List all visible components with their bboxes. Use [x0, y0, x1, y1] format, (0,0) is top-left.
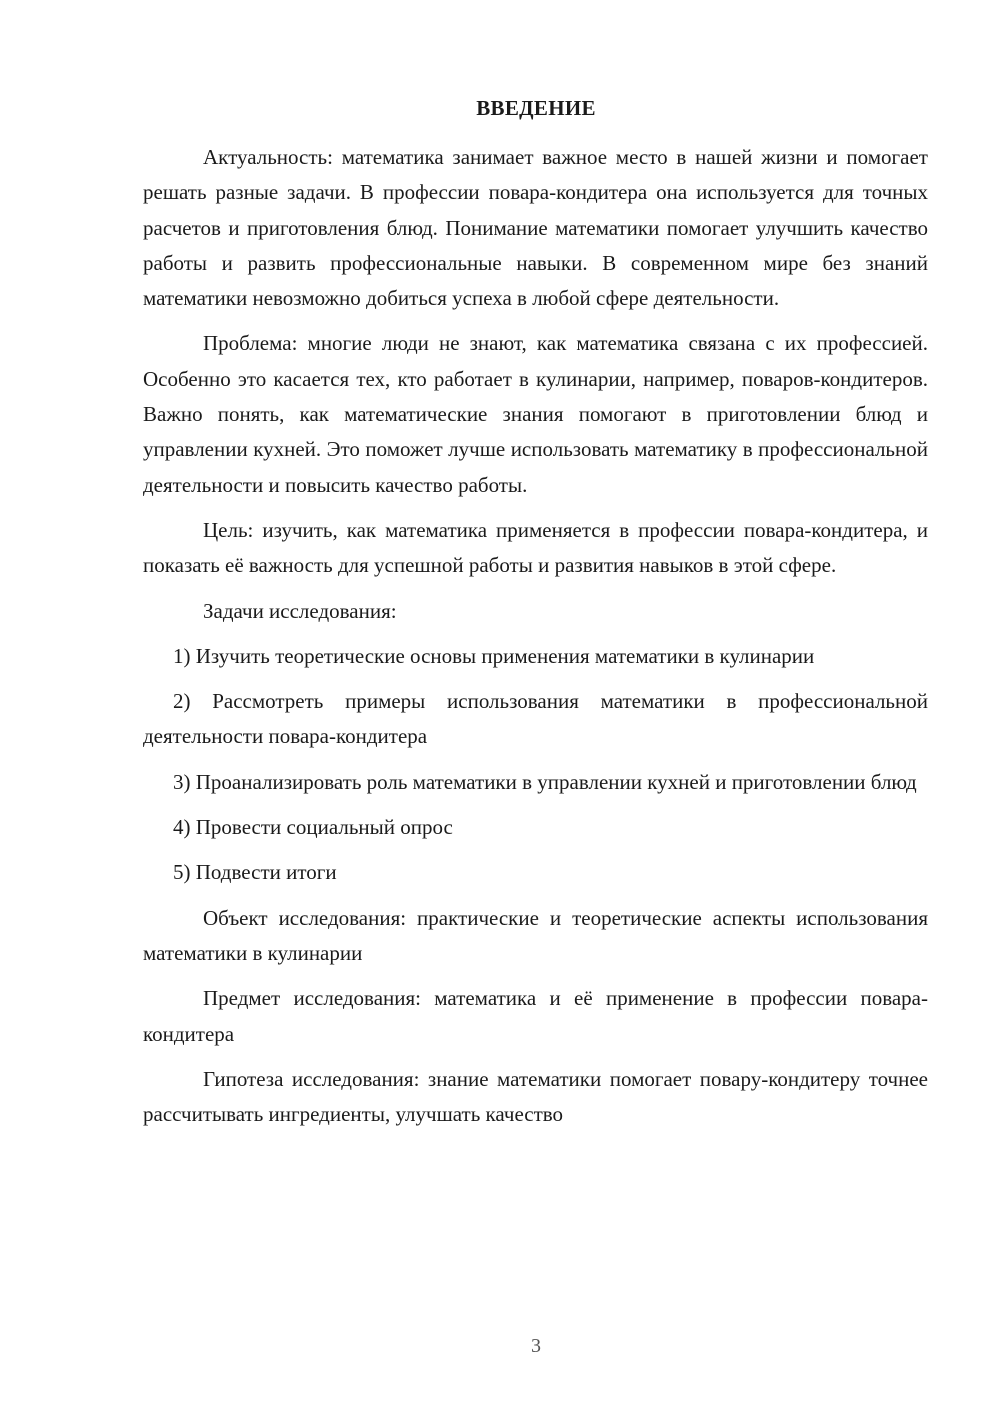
task-item-2: 2) Рассмотреть примеры использования математики в профессиональной деятельности повара-кондитера [143, 689, 928, 749]
page-title: ВВЕДЕНИЕ [476, 96, 596, 120]
task-item-5: 5) Подвести итоги [173, 860, 337, 885]
task-item-1: 1) Изучить теоретические основы применения математики в кулинарии [173, 643, 815, 668]
paragraph-relevance: Актуальность: математика занимает важное место в нашей жизни и помогает решать разные задачи. В профессии повара-кондитера она используется для точных расчетов и приготовления блюд. Понимание математики помогает улучшить качество работы и развить профессиональные навыки. В современном мире без знаний математики невозможно добиться успеха в любой сфере деятельности. [143, 145, 928, 311]
document-body [143, 140, 928, 1142]
task-item-3: 3) Проанализировать роль математики в управлении кухней и приготовлении блюд [173, 769, 917, 794]
paragraph-subject: Предмет исследования: математика и её применение в профессии повара-кондитера [143, 986, 928, 1046]
paragraph-object: Объект исследования: практические и теоретические аспекты использования математики в кулинарии [143, 905, 928, 965]
paragraph-problem: Проблема: многие люди не знают, как математика связана с их профессией. Особенно это касается тех, кто работает в кулинарии, например, поваров-кондитеров. Важно понять, как математические знания помогают в приготовлении блюд и управлении кухней. Это поможет лучше использовать математику в профессиональной деятельности и повысить качество работы. [143, 331, 928, 497]
page-number: 3 [531, 1335, 541, 1357]
task-item-4: 4) Провести социальный опрос [173, 815, 453, 840]
tasks-heading: Задачи исследования: [203, 598, 397, 623]
paragraph-hypothesis: Гипотеза исследования: знание математики помогает повару-кондитеру точнее рассчитывать ингредиенты, улучшать качество [143, 1066, 928, 1127]
paragraph-goal: Цель: изучить, как математика применяется в профессии повара-кондитера, и показать её важность для успешной работы и развития навыков в этой сфере. [143, 517, 928, 578]
